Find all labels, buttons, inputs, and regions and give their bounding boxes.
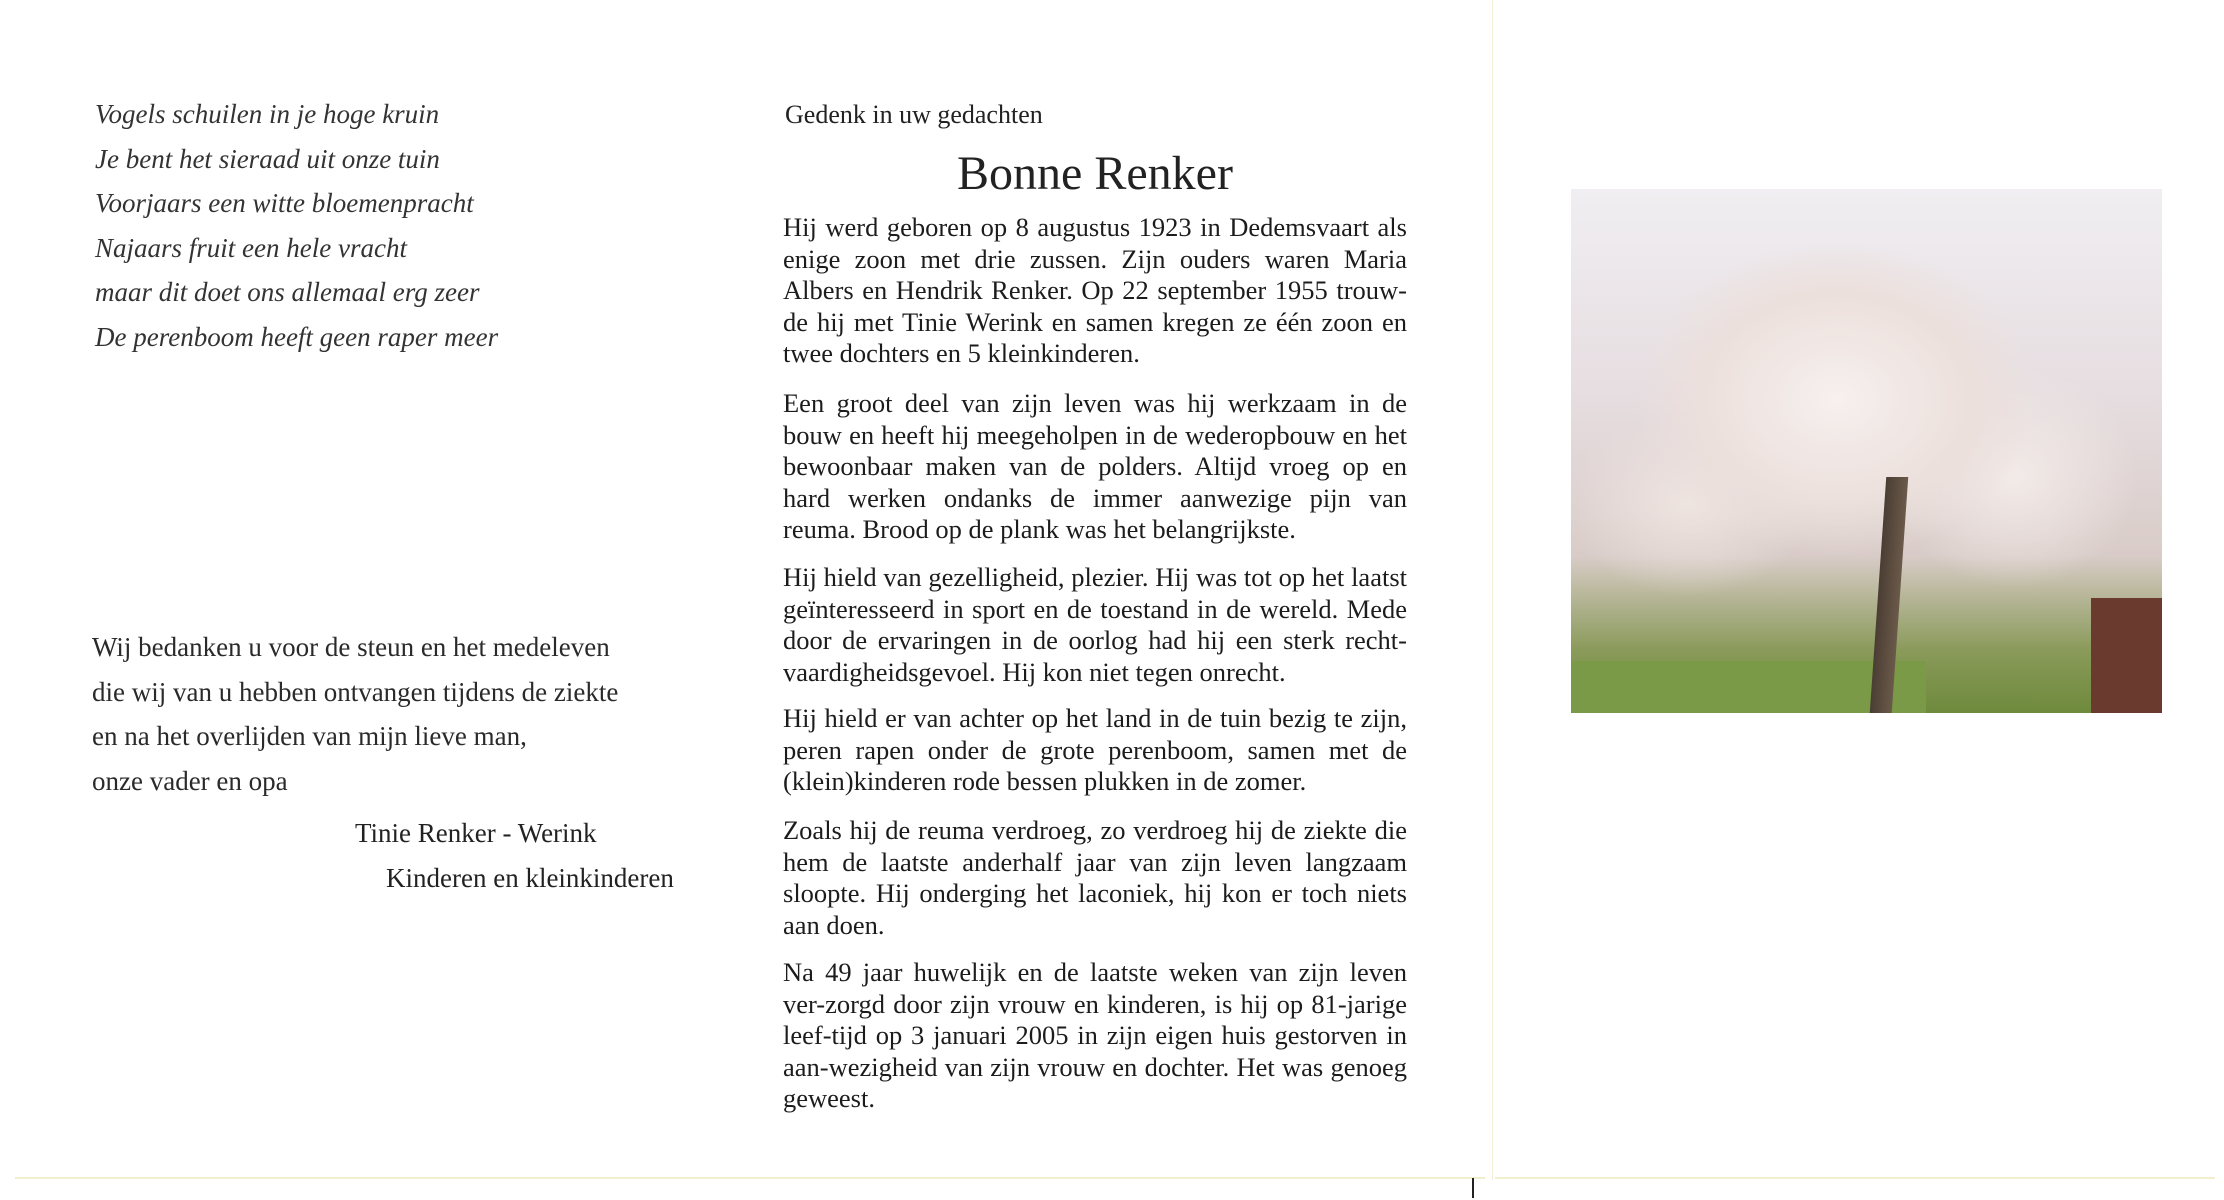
bio-paragraph: Hij werd geboren op 8 augustus 1923 in Dedemsvaart als enige zoon met drie zussen. Zijn ouders waren Maria Albers en Hendrik Renker. Op 22 september 1955 trouw-de hij met Tinie Werink en samen kregen ze één zoon en twee dochters en 5 kleinkinderen. — [783, 212, 1407, 369]
signature-spouse: Tinie Renker - Werink — [355, 818, 597, 848]
bio-paragraph: Hij hield er van achter op het land in de tuin bezig te zijn, peren rapen onder de grote perenboom, samen met de (klein)kinderen rode bessen plukken in de zomer. — [783, 703, 1407, 797]
card-edge — [15, 1177, 1485, 1179]
card-fold-line — [1492, 0, 1493, 1180]
bio-paragraph: Hij hield van gezelligheid, plezier. Hij was tot op het laatst geïnteresseerd in sport en de toestand in de wereld. Mede door de ervaringen in de oorlog had hij een sterk recht-vaardigheidsgevoel. Hij kon niet tegen onrecht. — [783, 562, 1407, 687]
poem-line: De perenboom heeft geen raper meer — [95, 321, 499, 352]
bio-paragraph: Een groot deel van zijn leven was hij werkzaam in de bouw en heeft hij meegeholpen in de wederopbouw en het bewoonbaar maken van de polders. Altijd vroeg op en hard werken ondanks de immer aanwezige pijn van reuma. Brood op de plank was het belangrijkste. — [783, 388, 1407, 545]
bio-paragraph: Na 49 jaar huwelijk en de laatste weken van zijn leven ver-zorgd door zijn vrouw en kinderen, is hij op 81-jarige leef-tijd op 3 januari 2005 in zijn eigen huis gestorven in aan-wezigheid van zijn vrouw en dochter. Het was genoeg geweest. — [783, 957, 1407, 1114]
poem-line: Voorjaars een witte bloemenpracht — [95, 188, 474, 219]
pear-tree-photo — [1571, 189, 2162, 713]
memorial-intro: Gedenk in uw gedachten — [785, 100, 1043, 129]
poem-line: Je bent het sieraad uit onze tuin — [95, 143, 440, 174]
poem-line: Vogels schuilen in je hoge kruin — [95, 99, 440, 129]
poem — [95, 92, 498, 360]
thanks-line: onze vader en opa — [92, 765, 288, 796]
card-edge — [1495, 1177, 2215, 1179]
thanks-line: die wij van u hebben ontvangen tijdens de ziekte — [92, 676, 619, 707]
thank-you-note — [92, 625, 618, 803]
poem-line: Najaars fruit een hele vracht — [95, 232, 407, 263]
signature-family: Kinderen en kleinkinderen — [386, 863, 674, 893]
crop-mark — [1472, 1178, 1474, 1198]
house — [2091, 598, 2162, 713]
thanks-line: Wij bedanken u voor de steun en het medeleven — [92, 632, 610, 662]
bio-paragraph: Zoals hij de reuma verdroeg, zo verdroeg hij de ziekte die hem de laatste anderhalf jaar van zijn leven langzaam sloopte. Hij onderging het laconiek, hij kon er toch niets aan doen. — [783, 815, 1407, 940]
thanks-line: en na het overlijden van mijn lieve man, — [92, 721, 527, 751]
deceased-name: Bonne Renker — [957, 147, 1233, 200]
poem-line: maar dit doet ons allemaal erg zeer — [95, 277, 480, 308]
